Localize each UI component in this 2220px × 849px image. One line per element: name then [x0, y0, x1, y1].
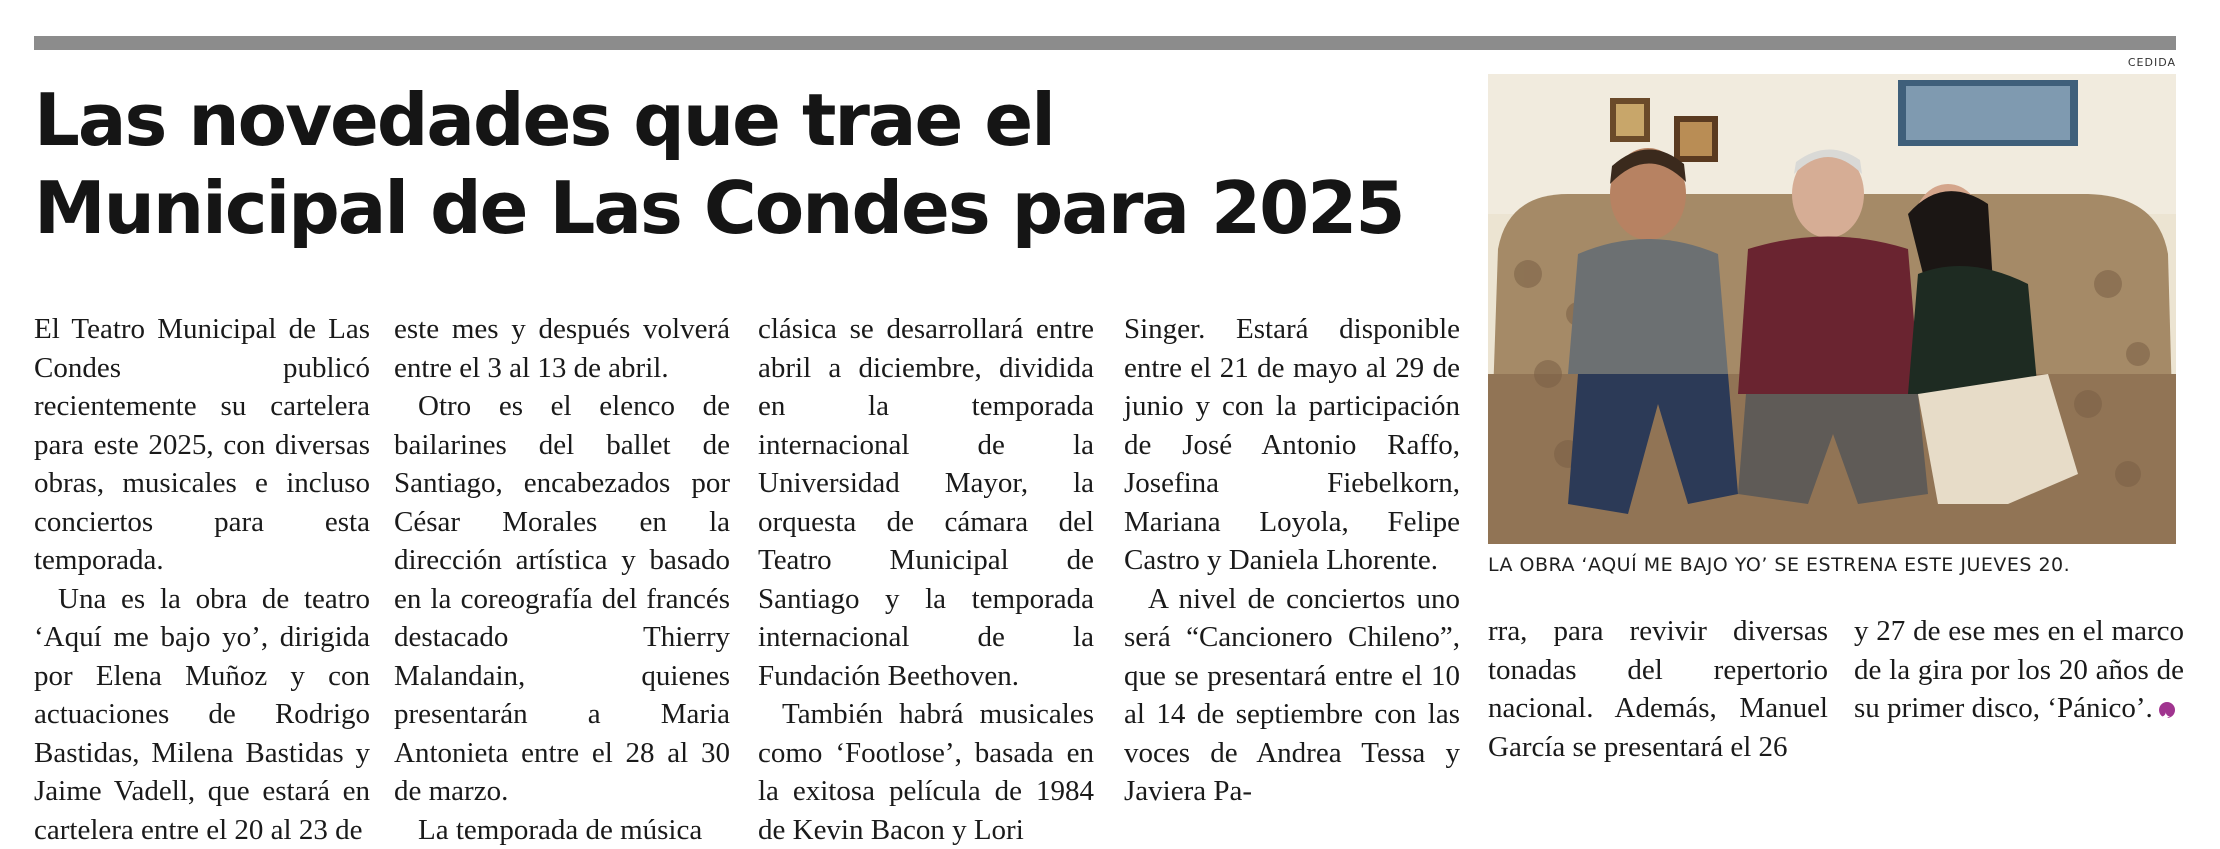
end-of-article-icon — [2159, 702, 2175, 718]
headline — [34, 76, 1474, 252]
column-6-text: y 27 de ese mes en el marco de la gira por los 20 años de su primer disco, ‘Pánico’. — [1854, 615, 2184, 724]
column-6-paragraph-1 — [1854, 612, 2184, 728]
column-3-paragraph-1: clásica se desarrollará entre abril a diciembre, dividida en la temporada internacional de la Universidad Mayor, la orquesta de cámara del Teatro Municipal de Santiago y la temporada internacional de la Fundación Beethoven. — [758, 310, 1094, 695]
column-4-paragraph-2: A nivel de conciertos uno será “Cancionero Chileno”, que se presentará entre el 10 al 14 de septiembre con las voces de Andrea Tessa y Javiera Pa- — [1124, 580, 1460, 811]
column-3-paragraph-2: También habrá musicales como ‘Footlose’, basada en la exitosa película de 1984 de Kevin Bacon y Lori — [758, 695, 1094, 849]
column-5-paragraph-1: rra, para revivir diversas tonadas del repertorio nacional. Además, Manuel García se presentará el 26 — [1488, 612, 1828, 766]
headline-line-1: Las novedades que trae el — [34, 78, 1054, 162]
column-1-paragraph-1: El Teatro Municipal de Las Condes publicó recientemente su cartelera para este 2025, con diversas obras, musicales e incluso conciertos para esta temporada. — [34, 310, 370, 580]
column-2-paragraph-1: este mes y después volverá entre el 3 al 13 de abril. — [394, 310, 730, 387]
headline-line-2: Municipal de Las Condes para 2025 — [34, 166, 1403, 250]
column-5 — [1488, 612, 1828, 766]
photo-credit: CEDIDA — [2128, 56, 2176, 69]
column-2-paragraph-3: La temporada de música — [394, 811, 730, 849]
column-4 — [1124, 310, 1460, 811]
article-body — [34, 310, 2176, 760]
column-1 — [34, 310, 370, 849]
column-2 — [394, 310, 730, 849]
top-rule — [34, 36, 2176, 50]
column-3 — [758, 310, 1094, 849]
column-4-paragraph-1: Singer. Estará disponible entre el 21 de mayo al 29 de junio y con la participación de José Antonio Raffo, Josefina Fiebelkorn, Mariana Loyola, Felipe Castro y Daniela Lhorente. — [1124, 310, 1460, 580]
photo-caption: LA OBRA ‘AQUÍ ME BAJO YO’ SE ESTRENA ESTE JUEVES 20. — [1488, 554, 2176, 576]
column-6 — [1854, 612, 2184, 728]
column-1-paragraph-2: Una es la obra de teatro ‘Aquí me bajo yo’, dirigida por Elena Muñoz y con actuaciones de Rodrigo Bastidas, Milena Bastidas y Jaime Vadell, que estará en cartelera entre el 20 al 23 de — [34, 580, 370, 849]
column-2-paragraph-2: Otro es el elenco de bailarines del ballet de Santiago, encabezados por César Morales en la dirección artística y basado en la coreografía del francés destacado Thierry Malandain, quienes presentarán a Maria Antonieta entre el 28 al 30 de marzo. — [394, 387, 730, 811]
